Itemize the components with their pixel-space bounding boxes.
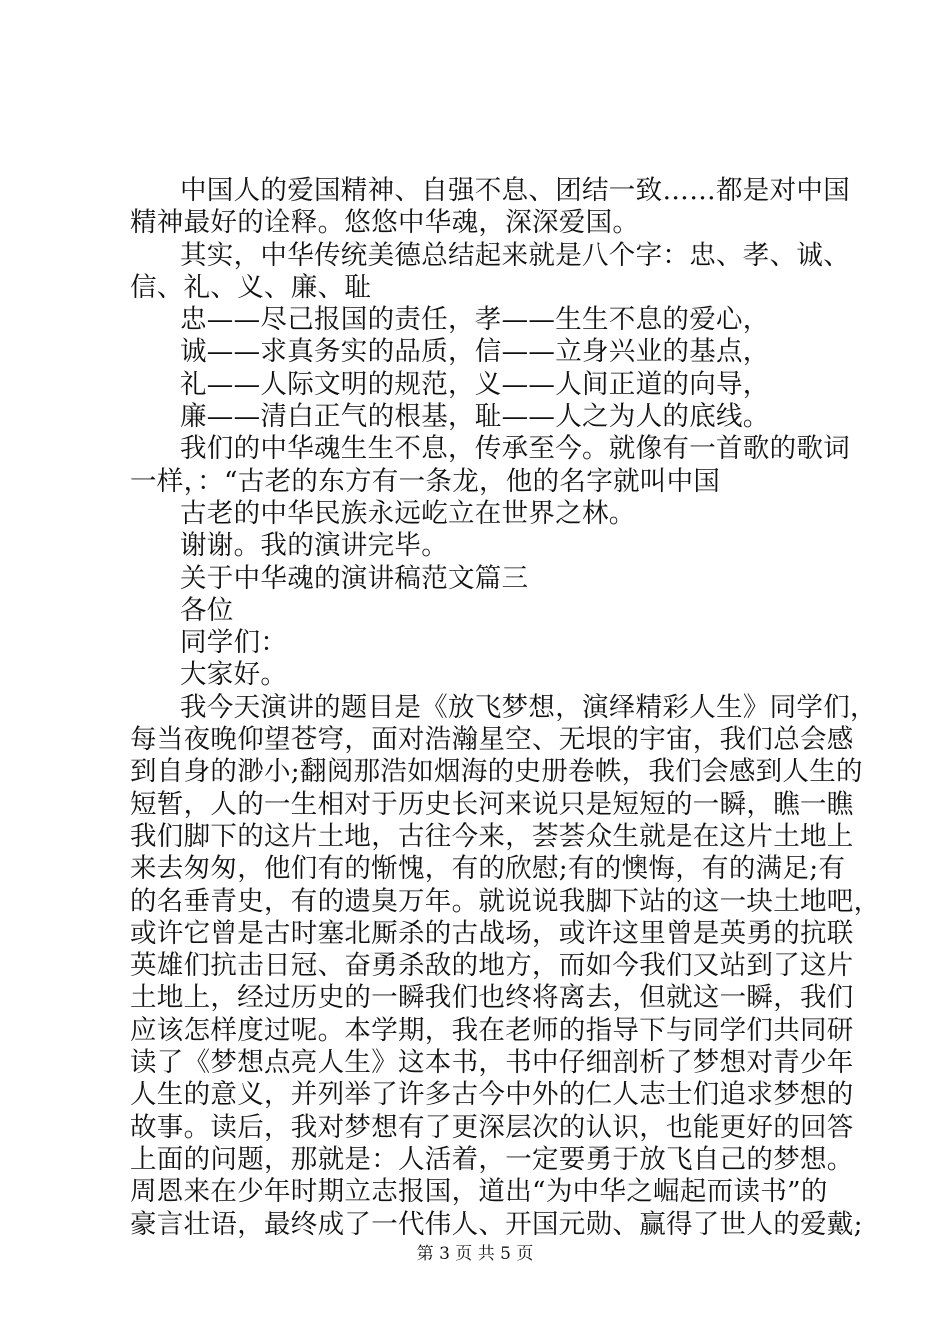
- page-footer: 第 3 页 共 5 页: [416, 1244, 534, 1264]
- text-line: 忠——尽己报国的责任，孝——生生不息的爱心，: [180, 304, 770, 336]
- text-line: 其实，中华传统美德总结起来就是八个字：忠、孝、诚、: [180, 239, 850, 271]
- text-line: 到自身的渺小;翻阅那浩如烟海的史册卷帙，我们会感到人生的: [130, 756, 863, 788]
- text-line: 来去匆匆，他们有的惭愧，有的欣慰;有的懊悔，有的满足;有: [130, 853, 846, 885]
- text-line: 故事。读后，我对梦想有了更深层次的认识，也能更好的回答: [130, 1111, 854, 1143]
- text-line: 中国人的爱国精神、自强不息、团结一致……都是对中国: [180, 175, 850, 206]
- text-line: 谢谢。我的演讲完毕。: [180, 530, 448, 562]
- text-line: 每当夜晚仰望苍穹，面对浩瀚星空、无垠的宇宙，我们总会感: [130, 724, 854, 756]
- text-line: 关于中华魂的演讲稿范文篇三: [180, 562, 529, 594]
- text-line: 同学们：: [180, 627, 288, 659]
- text-line: 精神最好的诠释。悠悠中华魂，深深爱国。: [130, 207, 640, 239]
- text-line: 信、礼、义、廉、耻: [130, 271, 372, 303]
- text-line: 上面的问题，那就是：人活着，一定要勇于放飞自己的梦想。: [130, 1143, 854, 1175]
- body-text: [130, 175, 881, 1241]
- text-line: 应该怎样度过呢。本学期，我在老师的指导下与同学们共同研: [130, 1014, 854, 1046]
- text-line: 我们脚下的这片土地，古往今来，荟荟众生就是在这片土地上: [130, 820, 854, 852]
- text-line: 古老的中华民族永远屹立在世界之林。: [180, 497, 636, 529]
- text-line: 英雄们抗击日冠、奋勇杀敌的地方，而如今我们又站到了这片: [130, 950, 854, 982]
- text-line: 或许它曾是古时塞北厮杀的古战场，或许这里曾是英勇的抗联: [130, 917, 854, 949]
- text-line: 廉——清白正气的根基，耻——人之为人的底线。: [180, 401, 770, 433]
- text-line: 土地上，经过历史的一瞬我们也终将离去，但就这一瞬，我们: [130, 982, 854, 1014]
- text-line: 大家好。: [180, 659, 288, 691]
- text-line: 豪言壮语，最终成了一代伟人、开国元勋、赢得了世人的爱戴;: [130, 1208, 863, 1240]
- text-line: 我今天演讲的题目是《放飞梦想，演绎精彩人生》同学们，: [180, 691, 877, 723]
- text-line: 一样，：“古老的东方有一条龙，他的名字就叫中国: [130, 465, 721, 497]
- text-line: 礼——人际文明的规范，义——人间正道的向导，: [180, 368, 770, 400]
- text-line: 短暂，人的一生相对于历史长河来说只是短短的一瞬，瞧一瞧: [130, 788, 854, 820]
- text-line: 读了《梦想点亮人生》这本书，书中仔细剖析了梦想对青少年: [130, 1047, 854, 1079]
- text-line: 的名垂青史，有的遗臭万年。就说说我脚下站的这一块土地吧，: [130, 885, 881, 917]
- text-line: 周恩来在少年时期立志报国，道出“为中华之崛起而读书”的: [130, 1176, 828, 1208]
- text-line: 人生的意义，并列举了许多古今中外的仁人志士们追求梦想的: [130, 1079, 854, 1111]
- text-line: 各位: [180, 594, 234, 626]
- text-line: 我们的中华魂生生不息，传承至今。就像有一首歌的歌词: [180, 433, 850, 465]
- text-line: 诚——求真务实的品质，信——立身兴业的基点，: [180, 336, 770, 368]
